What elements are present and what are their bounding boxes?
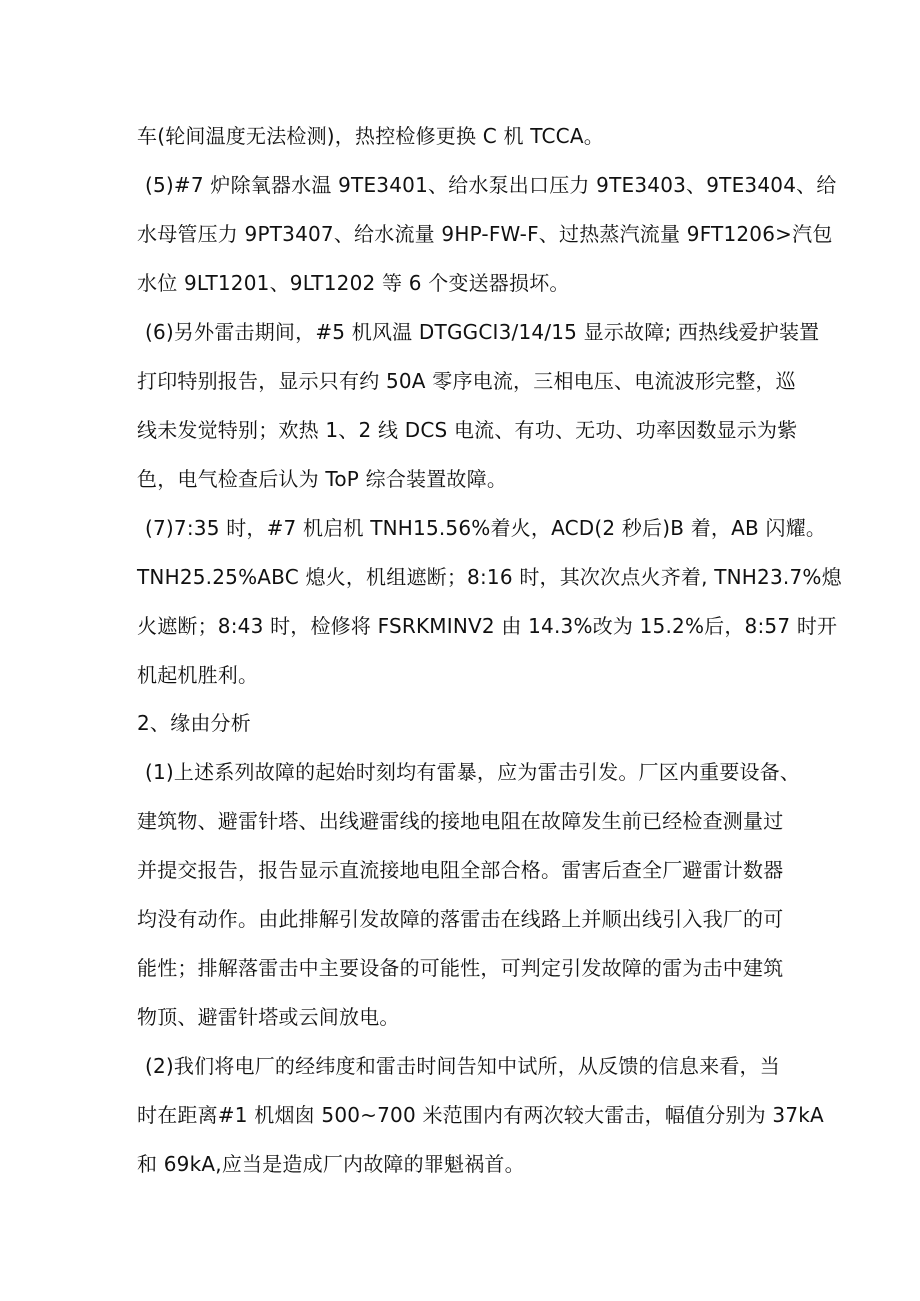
text-line: 打印特别报告，显示只有约 50A 零序电流，三相电压、电流波形完整，巡 <box>137 369 796 393</box>
text-line: 能性；排解落雷击中主要设备的可能性，可判定引发故障的雷为击中建筑 <box>137 956 784 980</box>
text-line: 车(轮间温度无法检测)，热控检修更换 C 机 TCCA。 <box>137 124 604 148</box>
text-line: 和 69kA,应当是造成厂内故障的罪魁祸首。 <box>137 1152 525 1176</box>
text-line: 时在距离#1 机烟囱 500~700 米范围内有两次较大雷击，幅值分别为 37kA <box>137 1103 824 1127</box>
text-line: 火遮断；8:43 时，检修将 FSRKMINV2 由 14.3%改为 15.2%后，8:57 时开 <box>137 614 838 638</box>
text-line: (1)上述系列故障的起始时刻均有雷暴，应为雷击引发。厂区内重要设备、 <box>145 760 801 784</box>
text-line: 建筑物、避雷针塔、出线避雷线的接地电阻在故障发生前已经检查测量过 <box>137 809 784 833</box>
text-line: 水母管压力 9PT3407、给水流量 9HP-FW-F、过热蒸汽流量 9FT1206>汽包 <box>137 222 833 246</box>
text-line: (5)#7 炉除氧器水温 9TE3401、给水泵出口压力 9TE3403、9TE3404、给 <box>145 173 837 197</box>
text-line: (7)7:35 时，#7 机启机 TNH15.56%着火，ACD(2 秒后)B 着，AB 闪耀。 <box>145 516 827 540</box>
text-line: 色，电气检查后认为 ToP 综合装置故障。 <box>137 467 508 491</box>
text-line: 机起机胜利。 <box>137 663 259 687</box>
text-line: 均没有动作。由此排解引发故障的落雷击在线路上并顺出线引入我厂的可 <box>137 907 784 931</box>
section-heading: 2、缘由分析 <box>137 711 251 735</box>
text-line: TNH25.25%ABC 熄火，机组遮断；8:16 时，其次次点火齐着, TNH23.7%熄 <box>137 565 842 589</box>
text-line: 物顶、避雷针塔或云间放电。 <box>137 1005 400 1029</box>
text-line: 线未发觉特别；欢热 1、2 线 DCS 电流、有功、无功、功率因数显示为紫 <box>137 418 798 442</box>
text-line: (2)我们将电厂的经纬度和雷击时间告知中试所，从反馈的信息来看，当 <box>145 1054 780 1078</box>
text-line: 水位 9LT1201、9LT1202 等 6 个变送器损坏。 <box>137 271 570 295</box>
text-line: (6)另外雷击期间，#5 机风温 DTGGCI3/14/15 显示故障; 西热线爱护装置 <box>145 320 820 344</box>
text-line: 并提交报告，报告显示直流接地电阻全部合格。雷害后查全厂避雷计数器 <box>137 858 784 882</box>
